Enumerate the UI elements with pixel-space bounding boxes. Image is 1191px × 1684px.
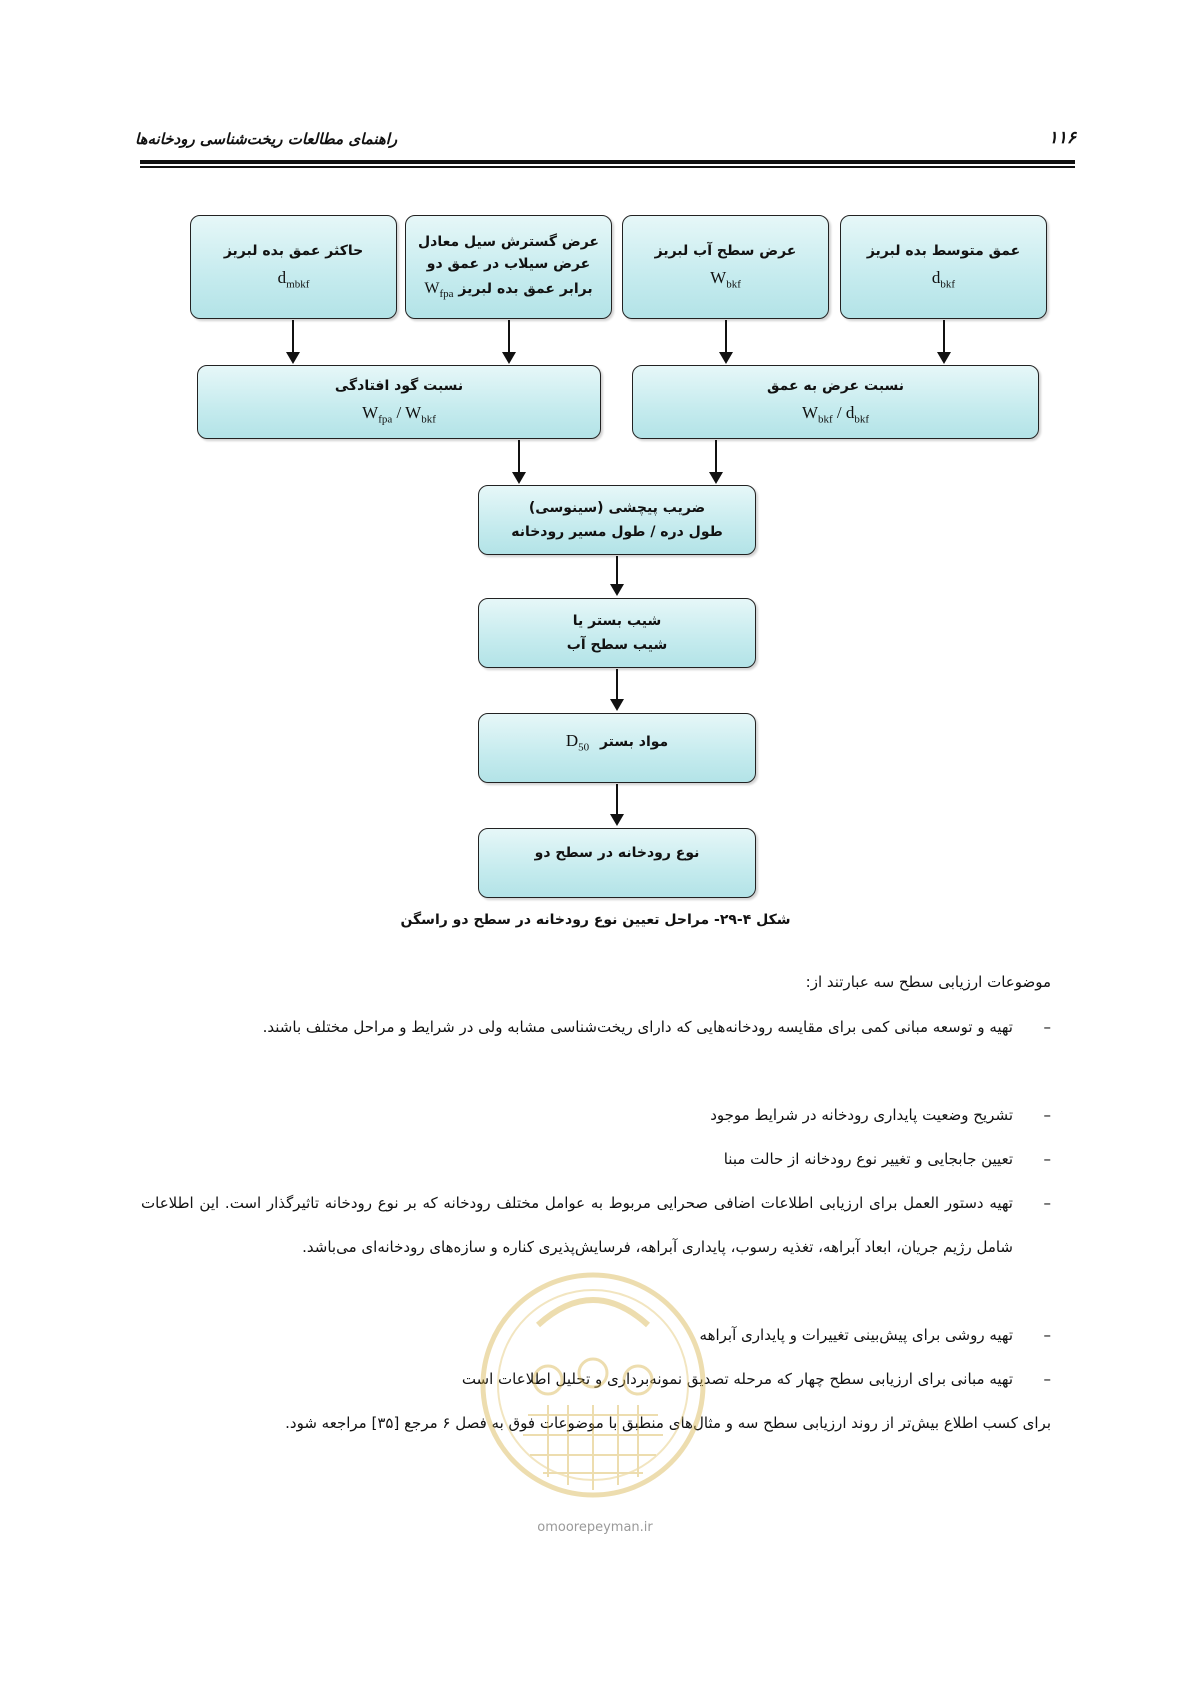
box-stream-type-level-two (478, 828, 756, 898)
page-number: ۱۱۶ (1048, 128, 1076, 148)
bullet-item: تشریح وضعیت پایداری رودخانه در شرایط موجود (710, 1106, 1013, 1124)
box-sinuosity-line1: ضریب پیچشی (سینوسی) (528, 499, 706, 516)
bullet-item: تعیین جابجایی و تغییر نوع رودخانه از حالت مبنا (723, 1150, 1013, 1168)
arrow-slope-down (610, 669, 624, 711)
box-flood-prone-width (405, 215, 612, 319)
box-stream-type-label: نوع رودخانه در سطح دو (534, 845, 700, 861)
box-entrenchment-ratio (197, 365, 601, 439)
box-slope (478, 598, 756, 668)
symbol-wbkf-over-dbkf: $W_{bkf} / d_{bkf}$ (801, 403, 870, 426)
box-flood-prone-width-line2: عرض سیلاب در عمق دو (426, 256, 591, 273)
box-flood-prone-width-line3: برابر عمق بده لبریز $W_{fpa}$ (424, 279, 593, 300)
bullet-dash: – (1043, 1326, 1051, 1344)
bullet-dash: – (1043, 1370, 1051, 1388)
header-rule-thick (140, 160, 1075, 164)
box-bankfull-width-label: عرض سطح آب لبریز (654, 242, 797, 259)
bullet-dash: – (1043, 1106, 1051, 1124)
intro-paragraph: موضوعات ارزیابی سطح سه عبارتند از: (805, 973, 1051, 991)
box-width-depth-ratio (632, 365, 1039, 439)
box-mean-depth-label: عمق متوسط بده لبریز (866, 242, 1021, 259)
box-bed-material (478, 713, 756, 783)
arrow-bankfull-width-down (719, 320, 733, 364)
arrow-width-depth-down (709, 440, 723, 484)
watermark-url: omoorepeyman.ir (537, 1520, 653, 1535)
arrow-flood-prone-down (502, 320, 516, 364)
box-max-depth (190, 215, 397, 319)
box-mean-depth (840, 215, 1047, 319)
symbol-wbkf: $W_{bkf}$ (710, 268, 741, 291)
bullet-item: تهیه و توسعه مبانی کمی برای مقایسه رودخانه‌هایی که دارای ریخت‌شناسی مشابه ولی در شرایط و مراحل مختلف باشند. (262, 1018, 1013, 1036)
running-header-title: راهنمای مطالعات ریخت‌شناسی رودخانه‌ها (135, 130, 398, 148)
box-sinuosity-line2: طول دره / طول مسیر رودخانه (511, 524, 723, 540)
arrow-mean-depth-down (937, 320, 951, 364)
closing-paragraph: برای کسب اطلاع بیش‌تر از روند ارزیابی سطح سه و مثال‌های منطبق با موضوعات فوق به فصل ۶ مرجع [۳۵] مراجعه شود. (285, 1414, 1051, 1432)
box-bed-material-label: مواد بستر $D_{50}$ (565, 731, 669, 754)
box-entrenchment-ratio-label: نسبت گود افتادگی (334, 377, 464, 394)
symbol-wfpa: $W_{fpa}$ (424, 279, 454, 300)
box-sinuosity (478, 485, 756, 555)
box-slope-line2: شیب سطح آب (566, 637, 668, 653)
box-width-depth-ratio-label: نسبت عرض به عمق (766, 377, 905, 394)
figure-caption: شکل ۴-۲۹- مراحل تعیین نوع رودخانه در سطح دو راسگن (400, 912, 791, 928)
bullet-item: تهیه دستور العمل برای ارزیابی اطلاعات اضافی صحرایی مربوط به عوامل مختلف رودخانه که بر نوع رودخانه تاثیرگذار است. این اطلاعات شامل رژیم جریان، ابعاد آبراهه، تغذیه رسوب، پایداری آبراهه، فرسایش‌پذیری کناره و سازه‌های رودخانه‌ای می‌باشد. (141, 1194, 1013, 1256)
symbol-dbkf: $d_{bkf}$ (931, 268, 956, 291)
box-bankfull-width (622, 215, 829, 319)
symbol-dmbkf: $d_{mbkf}$ (277, 268, 310, 291)
watermark-logo (468, 1245, 718, 1515)
bullet-dash: – (1043, 1150, 1051, 1168)
box-slope-line1: شیب بستر یا (572, 612, 662, 629)
header-rule-thin (140, 166, 1075, 168)
bullet-dash: – (1043, 1018, 1051, 1036)
arrow-entrenchment-down (512, 440, 526, 484)
bullet-item: تهیه مبانی برای ارزیابی سطح چهار که مرحله تصدیق نمونه‌برداری و تحلیل اطلاعات است (461, 1370, 1013, 1388)
arrow-sinuosity-down (610, 556, 624, 596)
symbol-wfpa-over-wbkf: $W_{fpa} / W_{bkf}$ (362, 403, 436, 426)
symbol-d50: $D_{50}$ (565, 731, 590, 754)
box-max-depth-label: حاکثر عمق بده لبریز (223, 242, 364, 259)
box-flood-prone-width-line1: عرض گسترش سیل معادل (418, 233, 599, 250)
arrow-max-depth-down (286, 320, 300, 364)
arrow-bed-material-down (610, 784, 624, 826)
bullet-item: تهیه روشی برای پیش‌بینی تغییرات و پایداری آبراهه (699, 1326, 1013, 1344)
bullet-dash: – (1043, 1194, 1051, 1212)
